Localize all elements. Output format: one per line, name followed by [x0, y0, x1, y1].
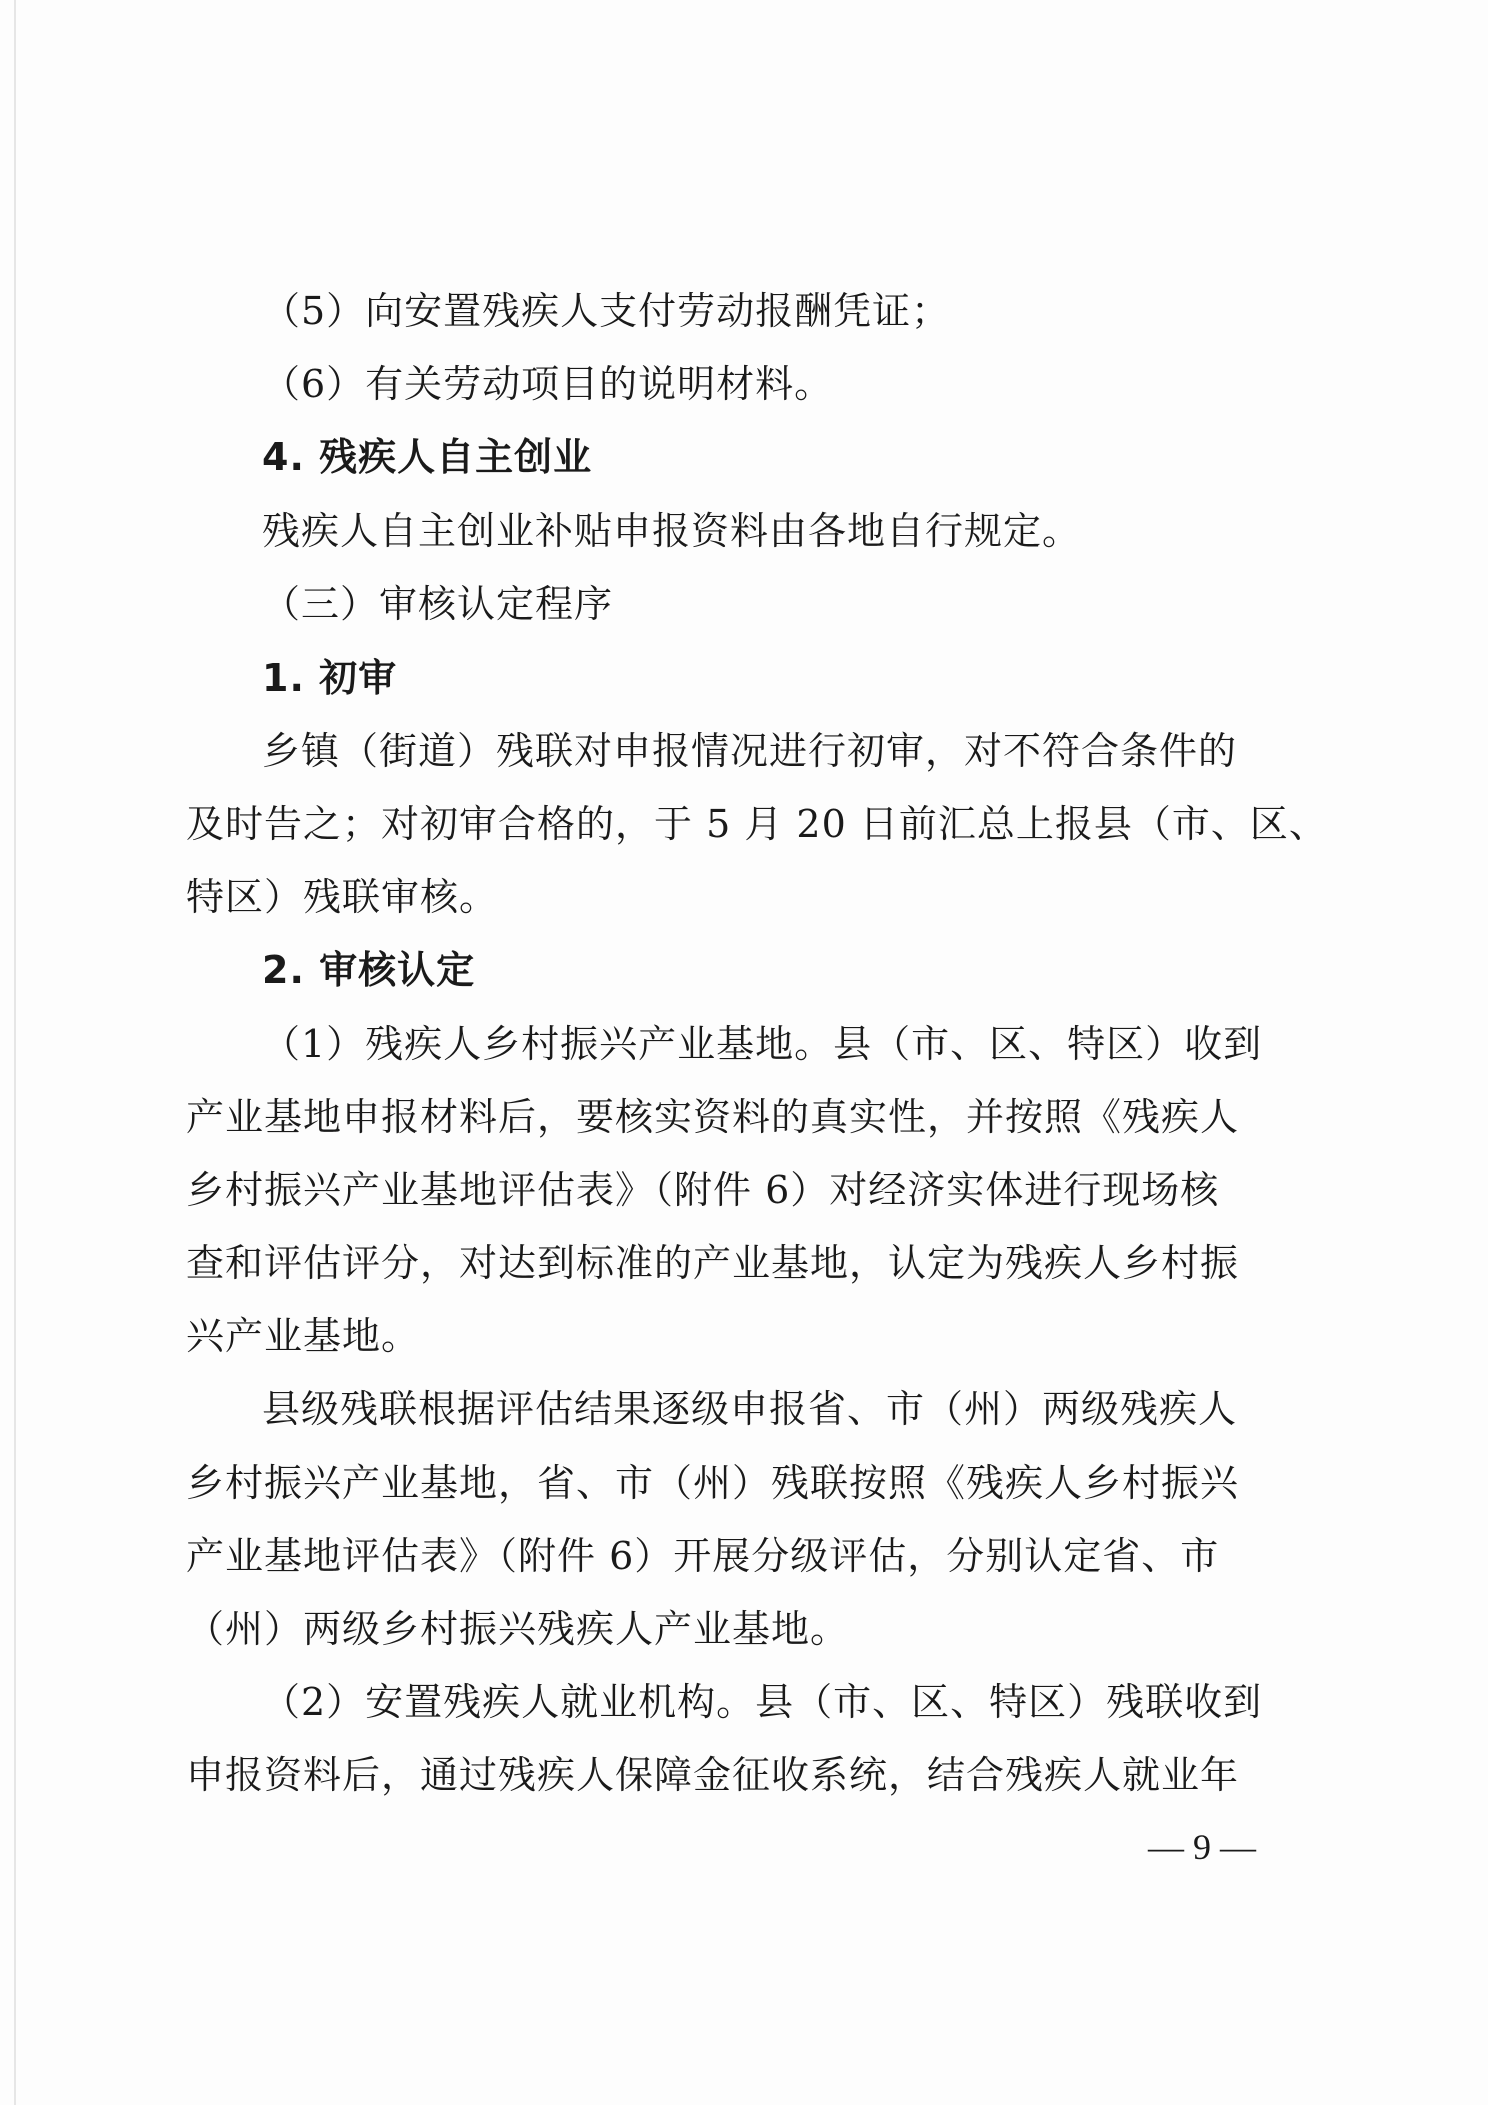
page-number: — 9 —	[1148, 1827, 1256, 1867]
paragraph-line: （2）安置残疾人就业机构。县（市、区、特区）残联收到	[262, 1680, 1263, 1724]
subheading-preliminary-review: 1. 初审	[262, 656, 398, 700]
paragraph-line: 乡镇（街道）残联对申报情况进行初审，对不符合条件的	[262, 729, 1238, 773]
section-heading-review-procedure: （三）审核认定程序	[262, 582, 614, 626]
paragraph-line: 及时告之；对初审合格的，于 5 月 20 日前汇总上报县（市、区、	[186, 802, 1328, 846]
list-item-5: （5）向安置残疾人支付劳动报酬凭证；	[262, 289, 951, 333]
paragraph-line: 县级残联根据评估结果逐级申报省、市（州）两级残疾人	[262, 1387, 1238, 1431]
paragraph-self-employment: 残疾人自主创业补贴申报资料由各地自行规定。	[262, 509, 1082, 553]
paragraph-line: 兴产业基地。	[186, 1314, 421, 1358]
scan-edge-divider	[14, 0, 16, 2105]
paragraph-line: 乡村振兴产业基地评估表》（附件 6）对经济实体进行现场核	[186, 1168, 1220, 1212]
paragraph-line: 查和评估评分，对达到标准的产业基地，认定为残疾人乡村振	[186, 1241, 1240, 1285]
paragraph-line: （州）两级乡村振兴残疾人产业基地。	[186, 1607, 850, 1651]
list-item-6: （6）有关劳动项目的说明材料。	[262, 362, 834, 406]
paragraph-line: 特区）残联审核。	[186, 875, 499, 919]
subheading-review-certification: 2. 审核认定	[262, 948, 476, 992]
paragraph-line: 乡村振兴产业基地，省、市（州）残联按照《残疾人乡村振兴	[186, 1461, 1240, 1505]
paragraph-line: （1）残疾人乡村振兴产业基地。县（市、区、特区）收到	[262, 1022, 1263, 1066]
paragraph-line: 产业基地评估表》（附件 6）开展分级评估，分别认定省、市	[186, 1534, 1220, 1578]
section-heading-self-employment: 4. 残疾人自主创业	[262, 435, 593, 479]
paragraph-line: 申报资料后，通过残疾人保障金征收系统，结合残疾人就业年	[186, 1753, 1240, 1797]
paragraph-line: 产业基地申报材料后，要核实资料的真实性，并按照《残疾人	[186, 1095, 1240, 1139]
